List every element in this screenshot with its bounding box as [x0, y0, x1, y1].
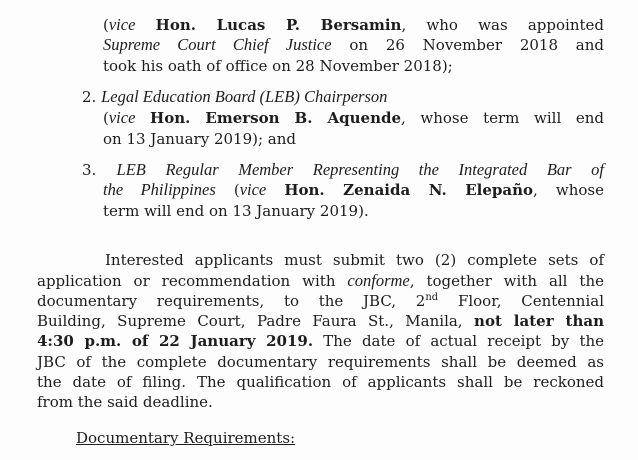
text-segment: took his oath of office on 28 November 2018);	[103, 57, 453, 75]
text-segment: (	[103, 109, 109, 127]
text-segment: , whose term will end	[401, 109, 604, 127]
text-segment: application or recommendation with	[37, 272, 348, 290]
italic-text: conforme	[347, 271, 410, 290]
italic-text: vice	[239, 180, 267, 199]
cropped-line-top	[95, 0, 375, 3]
text-line	[103, 108, 604, 128]
text-line	[105, 250, 604, 270]
bold-text: Hon. Emerson B. Aquende	[150, 109, 402, 127]
italic-text: vice	[108, 15, 136, 34]
text-segment: (	[103, 16, 109, 34]
italic-text: LEB Regular Member Representing the Integrated Bar of	[116, 160, 604, 179]
text-line	[37, 372, 604, 392]
text-segment: , together with all the	[409, 272, 604, 290]
text-segment	[266, 181, 284, 199]
text-segment: term will end on 13 January 2019).	[103, 202, 369, 220]
text-segment: documentary requirements, to the JBC, 2	[37, 292, 426, 310]
italic-text: the Philippines	[103, 180, 216, 199]
text-segment	[135, 16, 155, 34]
section-heading: Documentary Requirements:	[76, 429, 296, 447]
text-segment: Floor, Centennial	[438, 292, 605, 310]
text-segment: the date of filing. The qualification of applicants shall be reckoned	[37, 373, 604, 391]
text-segment: Building, Supreme Court, Padre Faura St., Manila,	[37, 312, 475, 330]
italic-text: Legal Education Board (LEB) Chairperson	[101, 87, 388, 106]
text-segment: , who was appointed	[401, 16, 604, 34]
text-line	[82, 160, 604, 180]
text-segment: , whose	[533, 181, 604, 199]
text-segment: (	[215, 181, 240, 199]
text-segment: The date of actual receipt by the	[313, 332, 605, 350]
text-segment: from the said deadline.	[37, 393, 213, 411]
text-line	[82, 87, 387, 107]
text-line	[37, 352, 604, 372]
bold-text: Hon. Lucas P. Bersamin	[155, 16, 402, 34]
text-line	[37, 271, 604, 291]
text-segment: on 26 November 2018 and	[331, 36, 604, 54]
text-line	[37, 291, 604, 311]
text-line	[103, 35, 604, 55]
italic-text: Supreme Court Chief Justice	[103, 35, 332, 54]
text-line	[103, 56, 453, 76]
text-line	[103, 15, 604, 35]
text-segment	[135, 109, 150, 127]
text-segment: Interested applicants must submit two (2) complete sets of	[105, 251, 604, 269]
bold-text: 4:30 p.m. of 22 January 2019.	[37, 332, 314, 350]
italic-text: vice	[108, 108, 136, 127]
text-segment: on 13 January 2019); and	[103, 130, 297, 148]
text-segment: 2.	[82, 88, 102, 106]
bold-text: not later than	[474, 312, 604, 330]
bold-text: Hon. Zenaida N. Elepaño	[284, 181, 534, 199]
text-line	[37, 392, 213, 412]
text-line	[37, 331, 604, 351]
text-line	[103, 180, 604, 200]
text-line	[37, 311, 604, 331]
text-line	[76, 428, 295, 448]
text-segment: nd	[425, 292, 439, 303]
text-segment: 3.	[82, 161, 117, 179]
text-line	[103, 129, 296, 149]
text-line	[103, 201, 369, 221]
text-segment: JBC of the complete documentary requirements shall be deemed as	[37, 353, 604, 371]
